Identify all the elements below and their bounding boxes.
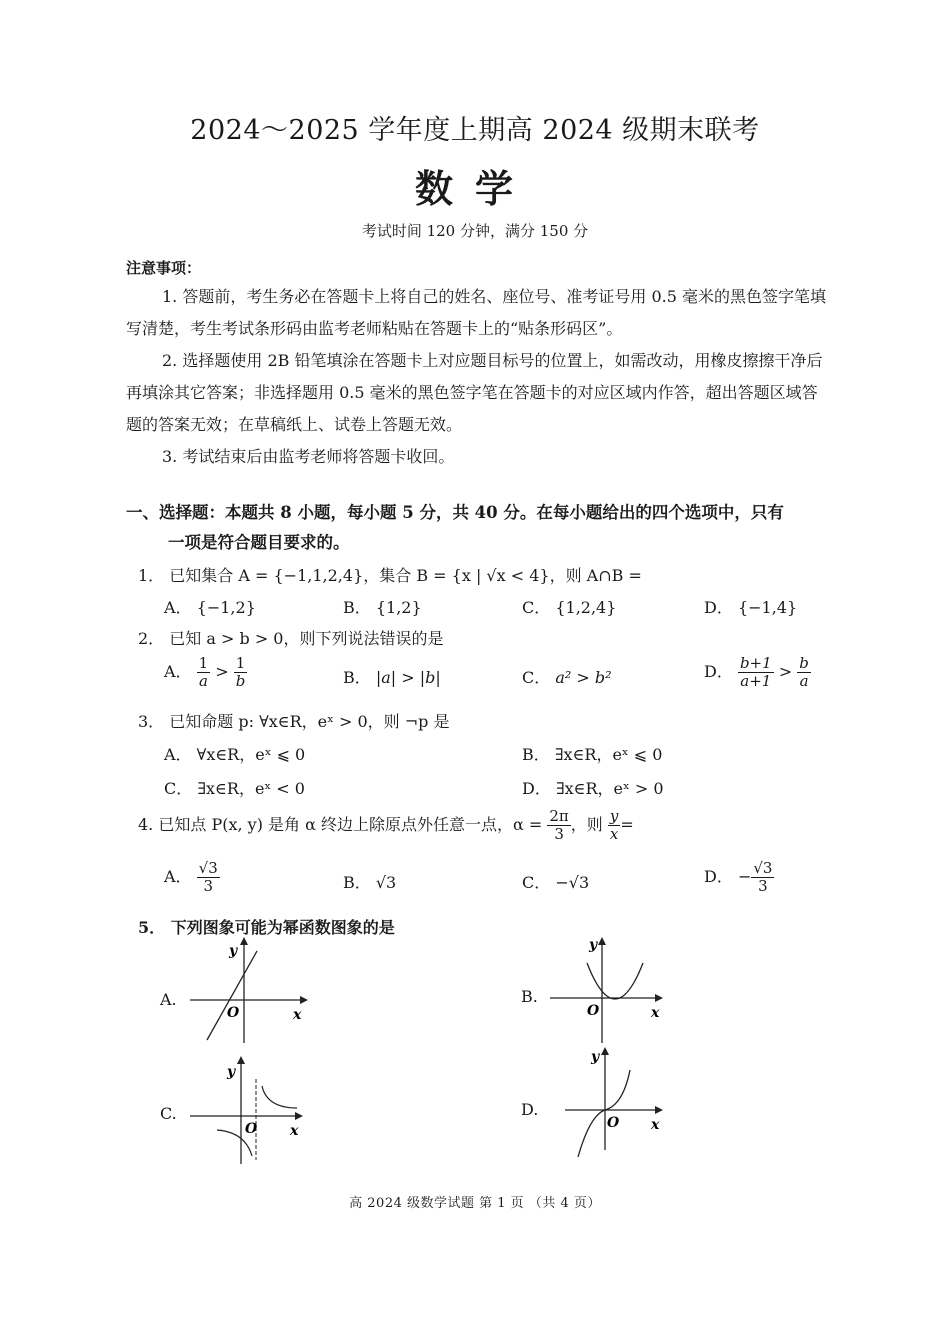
q3-option-a[interactable]: A． ∀x∈R，eˣ ⩽ 0 [164, 745, 306, 764]
svg-text:y: y [591, 1049, 600, 1065]
q1-option-d[interactable]: D． {−1,4} [704, 598, 798, 617]
question-number: 5． [138, 918, 166, 937]
question-2 [138, 626, 444, 649]
q5-option-a-label[interactable]: A. [160, 990, 177, 1009]
svg-text:O: O [607, 1115, 620, 1131]
question-3 [138, 709, 450, 732]
question-number: 4. [138, 815, 154, 834]
q1-option-a[interactable]: A． {−1,2} [164, 598, 256, 617]
q2-option-a[interactable]: A． $\frac{1}{a}$ > $\frac{1}{b}$ [164, 654, 246, 690]
q5-option-d-label[interactable]: D. [521, 1100, 539, 1119]
question-number: 1． [138, 566, 165, 585]
section-line-2: 一项是符合题目要求的。 [168, 533, 350, 552]
svg-text:O: O [227, 1005, 240, 1021]
exam-title: 2024～2025 学年度上期高 2024 级期末联考 [190, 115, 760, 146]
q5-option-c-label[interactable]: C. [160, 1104, 177, 1123]
svg-text:x: x [651, 1005, 660, 1021]
svg-text:O: O [245, 1121, 258, 1137]
q5-option-b-label[interactable]: B. [521, 987, 538, 1006]
q5-graph-a[interactable] [185, 935, 310, 1045]
q4-option-b[interactable]: B． √3 [343, 873, 397, 892]
question-stem: 已知集合 A = {−1,1,2,4}，集合 B = {x | √x < 4}，则 A∩B = [169, 566, 642, 585]
q3-option-c[interactable]: C． ∃x∈R，eˣ < 0 [164, 779, 305, 798]
notice-item-2: 2. 选择题使用 2B 铅笔填涂在答题卡上对应题目标号的位置上，如需改动，用橡皮擦擦干净后再填涂其它答案；非选择题用 0.5 毫米的黑色签字笔在答题卡的对应区域内作答，超出答题区域答题的答案无效；在草稿纸上、试卷上答题无效。 [126, 351, 823, 434]
q4-option-d[interactable]: D． − $\frac{√3}{3}$ [704, 859, 773, 895]
svg-text:x: x [651, 1117, 660, 1133]
question-number: 2． [138, 629, 165, 648]
question-1 [138, 563, 642, 586]
svg-text:O: O [587, 1003, 600, 1019]
q3-option-b[interactable]: B． ∃x∈R，eˣ ⩽ 0 [522, 745, 663, 764]
notice-heading: 注意事项： [126, 259, 202, 277]
question-stem: 已知命题 p: ∀x∈R，eˣ > 0，则 ¬p 是 [169, 712, 450, 731]
question-number: 3． [138, 712, 165, 731]
q1-option-b[interactable]: B． {1,2} [343, 598, 422, 617]
subject-title: 数学 [414, 166, 535, 211]
q5-graph-c[interactable] [185, 1052, 310, 1167]
question-stem: 下列图象可能为幂函数图象的是 [170, 918, 395, 937]
section-line-1: 一、选择题：本题共 8 小题，每小题 5 分，共 40 分。在每小题给出的四个选项中，只有 [126, 503, 784, 522]
notice-item-1: 1. 答题前，考生务必在答题卡上将自己的姓名、座位号、准考证号用 0.5 毫米的黑色签字笔填写清楚，考生考试条形码由监考老师粘贴在答题卡上的“贴条形码区”。 [126, 287, 826, 338]
page-footer: 高 2024 级数学试题 第 1 页 （共 4 页） [349, 1196, 601, 1211]
section-heading [126, 498, 826, 558]
svg-text:x: x [290, 1123, 299, 1139]
svg-text:y: y [589, 937, 598, 953]
q4-option-a[interactable]: A． $\frac{√3}{3}$ [164, 859, 218, 895]
q2-option-d[interactable]: D． $\frac{b+1}{a+1}$ > $\frac{b}{a}$ [704, 654, 809, 690]
question-stem-pre: 已知点 P(x, y) 是角 α 终边上除原点外任意一点，α = [158, 815, 543, 834]
q1-option-c[interactable]: C． {1,2,4} [522, 598, 617, 617]
svg-text:y: y [229, 943, 238, 959]
svg-text:y: y [227, 1064, 236, 1080]
q5-graph-d[interactable] [545, 1045, 670, 1160]
q3-option-d[interactable]: D． ∃x∈R，eˣ > 0 [522, 779, 664, 798]
q5-graph-b[interactable] [545, 935, 670, 1045]
q4-option-c[interactable]: C． −√3 [522, 873, 590, 892]
q2-option-b[interactable]: B． |a| > |b| [343, 668, 441, 687]
notice-item-3: 3. 考试结束后由监考老师将答题卡收回。 [162, 447, 455, 466]
q2-option-c[interactable]: C． a² > b² [522, 668, 612, 687]
question-stem: 已知 a > b > 0，则下列说法错误的是 [169, 629, 444, 648]
exam-time-info: 考试时间 120 分钟，满分 150 分 [361, 222, 589, 240]
svg-text:x: x [293, 1007, 302, 1023]
question-4: 4. 已知点 P(x, y) 是角 α 终边上除原点外任意一点，α = $\frac{2\pi}{3}$ ，则 $\frac{y}{x}$ = [138, 807, 634, 843]
